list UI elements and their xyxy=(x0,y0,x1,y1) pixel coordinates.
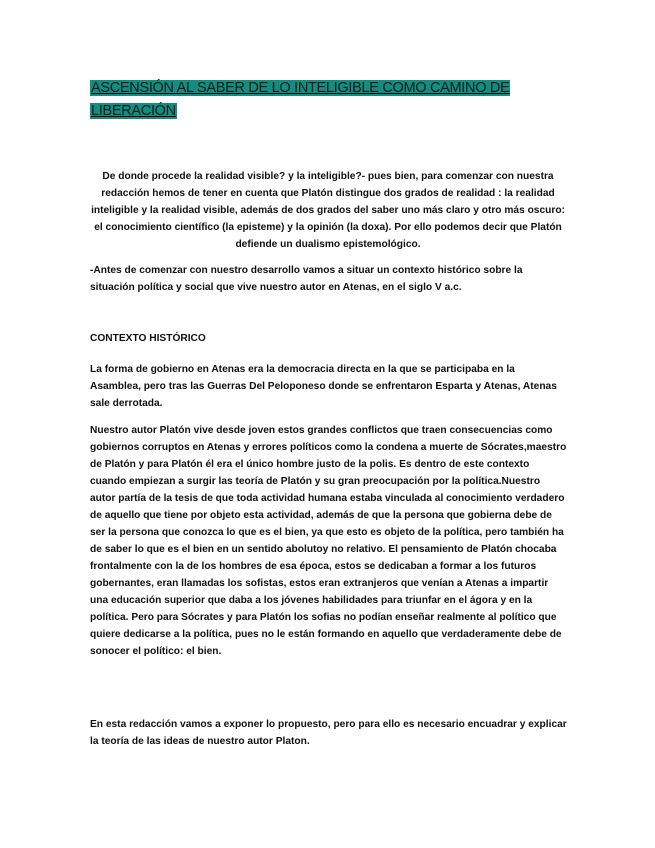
closing-paragraph: En esta redacción vamos a exponer lo propuesto, pero para ello es necesario encuadrar y explicar la teoría de las ideas de nuestro autor Platon. xyxy=(90,719,567,747)
context-intro-paragraph: -Antes de comenzar con nuestro desarrollo vamos a situar un contexto histórico sobre la situación política y social que vive nuestro autor en Atenas, en el siglo V a.c. xyxy=(90,265,523,293)
intro-paragraph: De donde procede la realidad visible? y la inteligible?- pues bien, para comenzar con nuestra redacción hemos de tener en cuenta que Platón distingue dos grados de realidad : la realidad inteligible y la realidad visible, además de dos grados del saber uno más claro y otro más oscuro: el conocimiento científico (la episteme) y la opinión (la doxa). Por ello podemos decir que Platón defiende un dualismo epistemológico. xyxy=(91,171,565,250)
government-paragraph: La forma de gobierno en Atenas era la democracia directa en la que se participaba en la Asamblea, pero tras las Guerras Del Peloponeso donde se enfrentaron Esparta y Atenas, Atenas sale derrotada. xyxy=(90,364,557,409)
title-highlight: ASCENSIÓN AL SABER DE LO INTELIGIBLE COMO CAMINO DE LIBERACIÓN xyxy=(91,80,510,119)
section-heading: CONTEXTO HISTÓRICO xyxy=(90,333,206,344)
document-title xyxy=(90,77,530,123)
plato-paragraph: Nuestro autor Platón vive desde joven estos grandes conflictos que traen consecuencias como gobiernos corruptos en Atenas y errores políticos como la condena a muerte de Sócrates,maestro de Platón y para Platón él era el único hombre justo de la polis. Es dentro de este contexto cuando empiezan a surgir las teoría de Platón y su gran preocupación por la política.Nuestro autor partía de la tesis de que toda actividad humana estaba vinculada al conocimiento verdadero de aquello que tiene por objeto esta actividad, además de que la persona que gobierna debe de ser la persona que conozca lo que es el bien, ya que esto es objeto de la política, pero también ha de saber lo que es el bien en un sentido abolutoy no relativo. El pensamiento de Platón chocaba frontalmente con la de los hombres de esa época, estos se dedicaban a formar a los futuros gobernantes, eran llamadas los sofistas, estos eran extranjeros que venían a Atenas a impartir una educación superior que daba a los jóvenes habilidades para triunfar en el ágora y en la política. Pero para Sócrates y para Platón los sofias no podían enseñar realmente al político que quiere dedicarse a la política, pues no le están formando en aquello que verdaderamente debe de sonocer el político: el bien. xyxy=(90,425,567,657)
